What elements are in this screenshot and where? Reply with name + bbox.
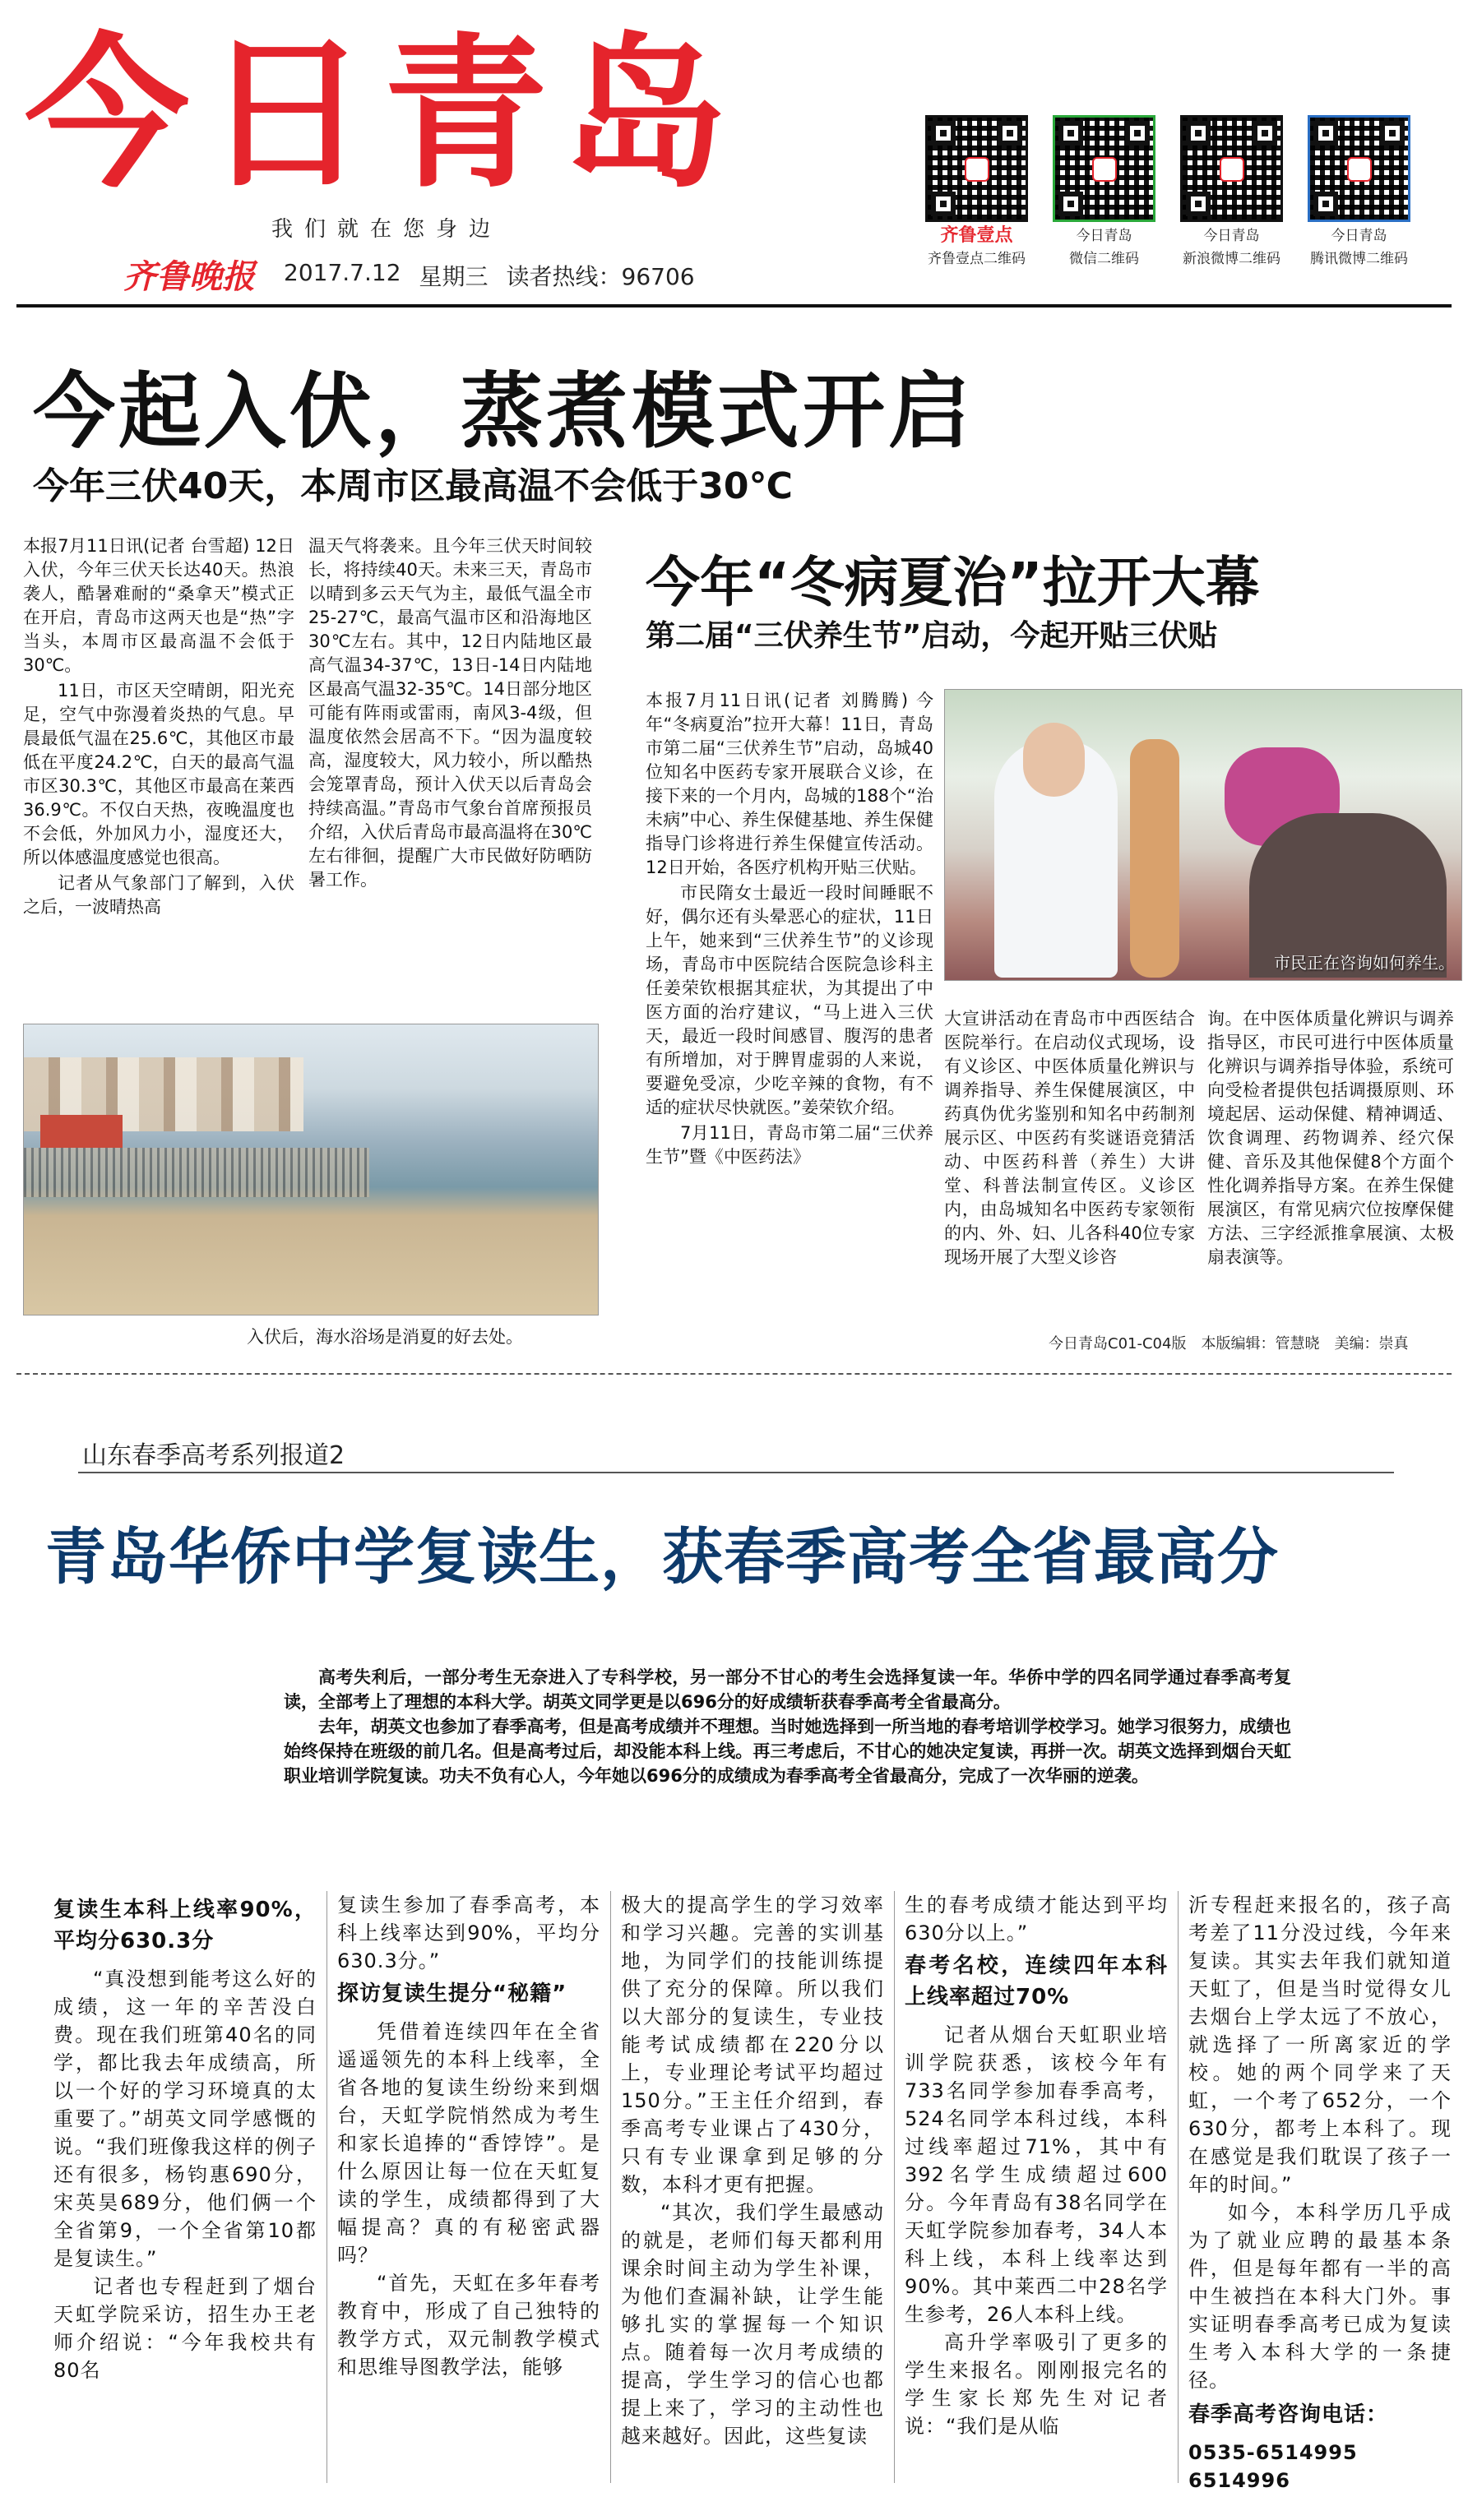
story2-column-2 bbox=[944, 1007, 1195, 1271]
issue-weekday: 星期三 bbox=[419, 263, 489, 290]
paragraph: 市民隋女士最近一段时间睡眠不好，偶尔还有头晕恶心的症状，11日上午，她来到“三伏养生节”的义诊现场，青岛市中医院结合医院急诊科主任姜荣钦根据其症状，为其提出了中医方面的治疗建议，“马上进入三伏天，最近一段时间感冒、腹泻的患者有所增加，对于脾胃虚弱的人来说，要避免受凉，少吃辛辣的食物，有不适的症状尽快就医。”姜荣钦介绍。 bbox=[646, 883, 933, 1117]
story1-column-1 bbox=[23, 534, 294, 921]
story3-column-5 bbox=[1188, 1891, 1452, 2495]
paragraph: 本报7月11日讯(记者 台雪超) 12日入伏，今年三伏天长达40天。热浪袭人，酷暑难耐的“桑拿天”模式正在开启，青岛市这两天也是“热”字当头，本周市区最高温不会低于30℃。 bbox=[23, 536, 294, 675]
paragraph: 记者从烟台天虹职业培训学院获悉，该校今年有733名同学参加春季高考，524名同学本科过线，本科过线率超过71%，其中有392名学生成绩超过600分。今年青岛有38名同学在天虹学院参加春考，34人本科上线，本科上线率达到90%。其中莱西二中28名学生参考，26人本科上线。 bbox=[905, 2023, 1168, 2326]
qr-top-label: 今日青岛 bbox=[1331, 228, 1387, 244]
issue-date: 2017.7.12 bbox=[284, 259, 401, 286]
tcm-photo-caption: 市民正在咨询如何养生。 bbox=[1274, 953, 1455, 973]
page-credits: 今日青岛C01-C04版 本版编辑：管慧晓 美编：崇真 bbox=[1049, 1335, 1409, 1352]
weibo-qr-icon bbox=[1180, 115, 1283, 222]
section-divider bbox=[16, 1373, 1452, 1376]
paragraph: 温天气将袭来。且今年三伏天时间较长，将持续40天。未来三天，青岛市以晴到多云天气为主，最低气温全市25-27℃，最高气温市区和沿海地区30℃左右。其中，12日内陆地区最高气温34-37℃，13日-14日内陆地区最高气温32-35℃。14日部分地区可能有阵雨或雷雨，南风3-4级，但温度依然会居高不下。“因为温度较高，湿度较大，风力较小，所以酷热会笼罩青岛，预计入伏天以后青岛会持续高温。”青岛市气象台首席预报员介绍，入伏后青岛市最高温将在30℃左右徘徊，提醒广大市民做好防晒防暑工作。 bbox=[308, 536, 592, 890]
paragraph: 记者也专程赶到了烟台天虹学院采访，招生办王老师介绍说：“今年我校共有80名 bbox=[53, 2275, 317, 2382]
qr-top-label: 今日青岛 bbox=[1076, 228, 1132, 244]
qr-caption: 微信二维码 bbox=[1069, 251, 1139, 267]
paragraph: 极大的提高学生的学习效率和学习兴趣。完善的实训基地，为同学们的技能训练提供了充分的保障。所以我们以大部分的复读生，专业技能考试成绩都在220分以上，专业理论考试平均超过150分。”王主任介绍到，春季高考专业课占了430分，只有专业课拿到足够的分数，本科才更有把握。 bbox=[621, 1893, 884, 2196]
tencent-qr-icon bbox=[1308, 115, 1410, 222]
wechat-qr-icon bbox=[1053, 115, 1155, 222]
story3-summary bbox=[284, 1665, 1291, 1788]
paragraph: 7月11日，青岛市第二届“三伏养生节”暨《中医药法》 bbox=[646, 1123, 933, 1167]
column-rule bbox=[610, 1891, 611, 2483]
qr-code-sina-weibo[interactable] bbox=[1180, 115, 1283, 268]
paragraph: 如今，本科学历几乎成为了就业应聘的最基本条件，但是每年都有一半的高中生被挡在本科大门外。事实证明春季高考已成为复读生考入本科大学的一条捷径。 bbox=[1188, 2201, 1452, 2392]
story3-column-1 bbox=[53, 1891, 317, 2384]
paragraph: 高升学率吸引了更多的学生来报名。刚刚报完名的学生家长郑先生对记者说：“我们是从临 bbox=[905, 2331, 1168, 2438]
paragraph: 生的春考成绩才能达到平均630分以上。” bbox=[905, 1893, 1168, 1944]
paragraph: 沂专程赶来报名的，孩子高考差了11分没过线，今年来复读。其实去年我们就知道天虹了，但是当时觉得女儿去烟台上学太远了不放心，就选择了一所离家近的学校。她的两个同学来了天虹，一个考了652分，一个630分，都考上本科了。现在感觉是我们耽误了孩子一年的时间。” bbox=[1188, 1893, 1452, 2196]
qr-code-row bbox=[925, 115, 1410, 268]
qr-caption: 腾讯微博二维码 bbox=[1310, 251, 1408, 267]
hotline-numbers: 0535-6514995 6514996 bbox=[1188, 2441, 1358, 2492]
masthead-divider bbox=[16, 304, 1452, 307]
story3-headline: 青岛华侨中学复读生，获春季高考全省最高分 bbox=[45, 1522, 1279, 1593]
qr-brand-label: 齐鲁壹点 bbox=[940, 225, 1013, 246]
qr-code-icon bbox=[925, 115, 1028, 222]
story3-column-2 bbox=[337, 1891, 600, 2381]
story2-headline: 今年“冬病夏治”拉开大幕 bbox=[646, 551, 1260, 614]
qr-caption: 新浪微博二维码 bbox=[1183, 251, 1280, 267]
tcm-clinic-photo bbox=[944, 689, 1462, 981]
story3-column-3 bbox=[621, 1891, 884, 2450]
story2-column-1 bbox=[646, 689, 933, 1171]
beach-photo-caption: 入伏后，海水浴场是消夏的好去处。 bbox=[247, 1327, 523, 1347]
column-rule bbox=[1178, 1891, 1179, 2483]
story2-column-3 bbox=[1207, 1007, 1454, 1271]
story2-subhead: 第二届“三伏养生节”启动，今起开贴三伏贴 bbox=[646, 619, 1218, 653]
reader-hotline: 读者热线：96706 bbox=[506, 263, 695, 290]
section-subhead: 探访复读生提分“秘籍” bbox=[337, 1981, 567, 2006]
masthead-info bbox=[284, 259, 695, 292]
paragraph: 本报7月11日讯(记者 刘腾腾) 今年“冬病夏治”拉开大幕！11日，青岛市第二届“三伏养生节”启动，岛城40位知名中医药专家开展联合义诊，在接下来的一个月内，岛城的188个“治未病”中心、养生保健基地、养生保健指导门诊将进行养生保健宣传活动。12日开始，各医疗机构开贴三伏贴。 bbox=[646, 691, 933, 877]
paragraph: 复读生参加了春季高考，本科上线率达到90%，平均分630.3分。” bbox=[337, 1893, 600, 1972]
column-rule bbox=[326, 1891, 327, 2483]
series-rule bbox=[78, 1472, 1394, 1473]
qr-top-label: 今日青岛 bbox=[1203, 228, 1260, 244]
paragraph: “真没想到能考这么好的成绩，这一年的辛苦没白费。现在我们班第40名的同学，都比我去年成绩高，所以一个好的学习环境真的太重要了。”胡英文同学感慨的说。“我们班像我这样的例子还有很多，杨钧惠690分，宋英昊689分，他们俩一个全省第9，一个全省第10都是复读生。” bbox=[53, 1967, 317, 2270]
story1-column-2 bbox=[308, 534, 592, 894]
beach-photo bbox=[23, 1024, 599, 1315]
section-subhead: 春考名校，连续四年本科上线率超过70% bbox=[905, 1954, 1168, 2009]
parent-paper-brand: 齐鲁晚报 bbox=[123, 257, 255, 296]
series-tag: 山东春季高考系列报道2 bbox=[82, 1441, 345, 1470]
qr-code-qilu[interactable] bbox=[925, 115, 1028, 268]
story3-column-4 bbox=[905, 1891, 1168, 2440]
summary-paragraph: 去年，胡英文也参加了春季高考，但是高考成绩并不理想。当时她选择到一所当地的春考培训学校学习。她学习很努力，成绩也始终保持在班级的前几名。但是高考过后，却没能本科上线。再三考虑后，不甘心的她决定复读，再拼一次。胡英文选择到烟台天虹职业培训学院复读。功夫不负有心人，今年她以696分的成绩成为春季高考全省最高分，完成了一次华丽的逆袭。 bbox=[284, 1717, 1291, 1786]
paragraph: 记者从气象部门了解到，入伏之后，一波晴热高 bbox=[23, 873, 294, 917]
paragraph: 11日，市区天空晴朗，阳光充足，空气中弥漫着炎热的气息。早晨最低气温在25.6℃，其他区市最低在平度24.2℃，白天的最高气温市区30.3℃，其他区市最高在莱西36.9℃。不仅白天热，夜晚温度也不会低，外加风力小，湿度还大，所以体感温度感觉也很高。 bbox=[23, 681, 294, 867]
hotline-label: 春季高考咨询电话： bbox=[1188, 2402, 1389, 2427]
qr-code-wechat[interactable] bbox=[1053, 115, 1155, 268]
qr-code-tencent-weibo[interactable] bbox=[1308, 115, 1410, 268]
paragraph: 大宣讲活动在青岛市中西医结合医院举行。在启动仪式现场，设有义诊区、中医体质量化辨识与调养指导、养生保健展演区，中药真伪优劣鉴别和知名中药制剂展示区、中医药有奖谜语竞猜活动、中医药科普（养生）大讲堂、科普法制宣传区。义诊区内，由岛城知名中医药专家领衔的内、外、妇、儿各科40位专家现场开展了大型义诊咨 bbox=[944, 1009, 1195, 1267]
paragraph: 凭借着连续四年在全省遥遥领先的本科上线率，全省各地的复读生纷纷来到烟台，天虹学院悄然成为考生和家长追捧的“香饽饽”。是什么原因让每一位在天虹复读的学生，成绩都得到了大幅提高？真的有秘密武器吗？ bbox=[337, 2020, 600, 2267]
section-subhead: 复读生本科上线率90%，平均分630.3分 bbox=[53, 1898, 317, 1954]
paragraph: “首先，天虹在多年春考教育中，形成了自己独特的教学方式，双元制教学模式和思维导图教学法，能够 bbox=[337, 2272, 600, 2379]
story1-headline: 今起入伏，蒸煮模式开启 bbox=[33, 363, 974, 460]
paragraph: 询。在中医体质量化辨识与调养指导区，市民可进行中医体质量化辨识与调养指导体验，系统可向受检者提供包括调摄原则、环境起居、运动保健、精神调适、饮食调理、药物调养、经穴保健、音乐及其他保健8个方面个性化调养指导方案。在养生保健展演区，有常见病穴位按摩保健方法、三字经派推拿展演、太极扇表演等。 bbox=[1207, 1009, 1454, 1267]
masthead-slogan: 我们就在您身边 bbox=[271, 217, 502, 242]
story1-subhead: 今年三伏40天，本周市区最高温不会低于30℃ bbox=[33, 465, 793, 507]
summary-paragraph: 高考失利后，一部分考生无奈进入了专科学校，另一部分不甘心的考生会选择复读一年。华侨中学的四名同学通过春季高考复读，全部考上了理想的本科大学。胡英文同学更是以696分的好成绩斩获春季高考全省最高分。 bbox=[284, 1667, 1291, 1712]
paragraph: “其次，我们学生最感动的就是，老师们每天都利用课余时间主动为学生补课，为他们查漏补缺，让学生能够扎实的掌握每一个知识点。随着每一次月考成绩的提高，学生学习的信心也都提上来了，学习的主动性也越来越好。因此，这些复读 bbox=[621, 2201, 884, 2448]
masthead-logo: 今日青岛 bbox=[25, 25, 743, 206]
column-rule bbox=[894, 1891, 895, 2483]
qr-caption: 齐鲁壹点二维码 bbox=[928, 251, 1026, 267]
